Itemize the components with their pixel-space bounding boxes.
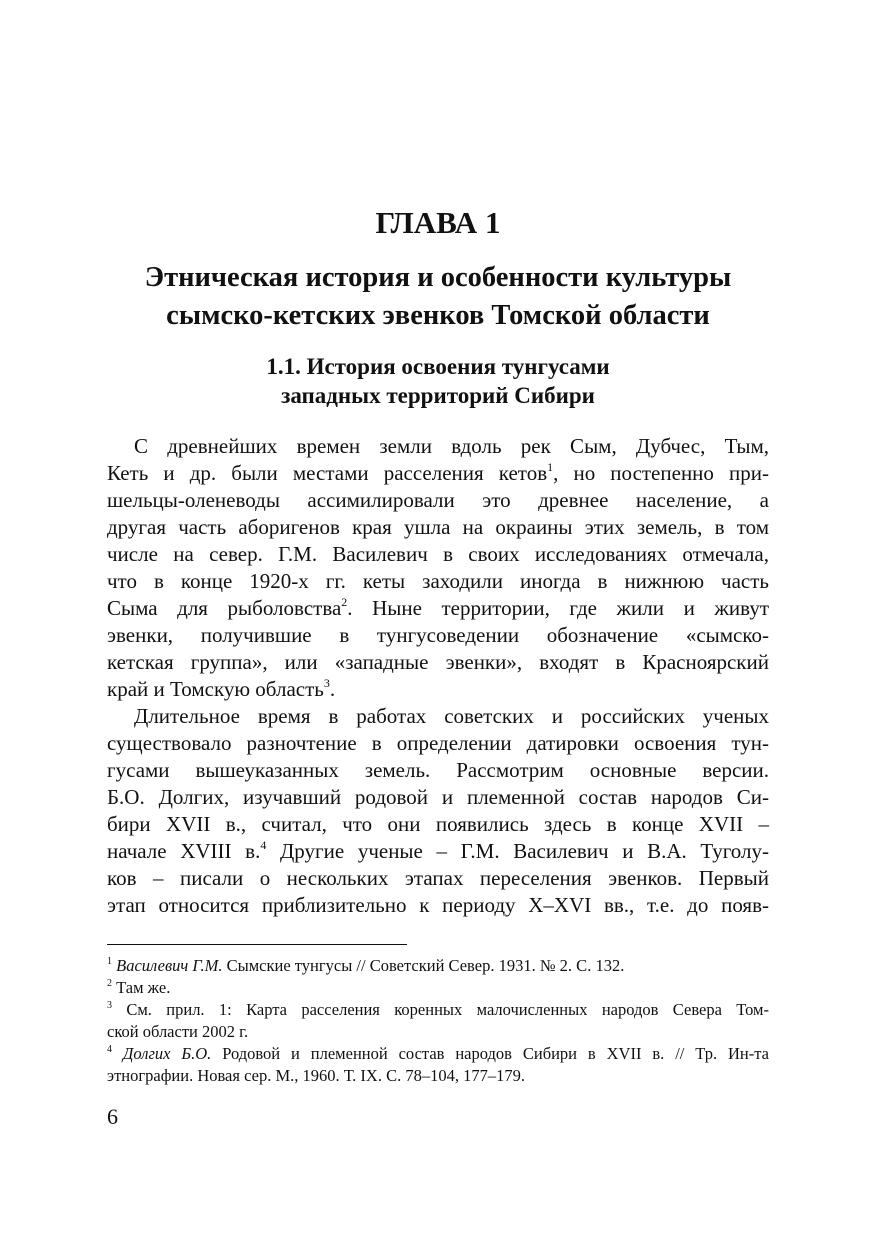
footnote-ref: 3 [323, 676, 330, 690]
text-line: Длительное время в работах советских и российских ученых [134, 704, 769, 728]
footnote-ref: 2 [341, 595, 348, 609]
footnote: $^1$ Василевич Г.М. Сымские тунгусы // Советский Север. 1931. № 2. С. 132. [107, 955, 625, 975]
body-text [107, 433, 769, 919]
text-line: кетская группа», или «западные эвенки», входят в Красноярский [107, 650, 769, 674]
page-number: 6 [107, 1104, 118, 1129]
chapter-title-line: Этническая история и особенности культуры [144, 262, 732, 293]
text-line: шельцы-оленеводы ассимилировали это древнее население, а [107, 488, 769, 512]
text-line: числе на север. Г.М. Василевич в своих исследованиях отмечала, [107, 542, 769, 566]
footnote-ref: 1 [547, 460, 554, 474]
footnote-mark: 3 [107, 999, 112, 1011]
section-heading [60, 352, 816, 410]
chapter-title-line: сымско-кетских эвенков Томской области [166, 300, 710, 331]
footnote: $^2$ Там же. [107, 977, 171, 997]
footnote-mark: 2 [107, 977, 112, 989]
text-line: С древнейших времен земли вдоль рек Сым, Дубчес, Тым, [134, 434, 769, 458]
text-line: бири XVII в., считал, что они появились здесь в конце XVII – [107, 812, 769, 836]
text-line: что в конце 1920-х гг. кеты заходили иногда в нижнюю часть [107, 569, 769, 593]
footnote-continuation: ской области 2002 г. [107, 1022, 249, 1041]
text-line: ков – писали о нескольких этапах переселения эвенков. Первый [107, 866, 769, 890]
footnote-mark: 4 [107, 1043, 112, 1055]
text-line: эвенки, получившие в тунгусоведении обозначение «сымско- [107, 623, 769, 647]
chapter-heading: ГЛАВА 1 [375, 205, 501, 240]
text-line: этап относится приблизительно к периоду X–XVI вв., т.е. до появ- [107, 893, 769, 917]
text-line: край и Томскую область$^3$. [107, 676, 336, 701]
section-heading-line: 1.1. История освоения тунгусами [266, 354, 610, 379]
chapter-title [60, 259, 816, 335]
text-line: другая часть аборигенов края ушла на окраины этих земель, в том [107, 515, 769, 539]
text-line: начале XVIII в.$^4$ Другие ученые – Г.М. Василевич и В.А. Туголу- [107, 838, 769, 863]
footnote-continuation: этнографии. Новая сер. М., 1960. Т. IX. С. 78–104, 177–179. [107, 1066, 525, 1085]
text-line: Сыма для рыболовства$^2$. Ныне территории, где жили и живут [107, 595, 769, 620]
footnote: $^4$ Долгих Б.О. Родовой и племенной состав народов Сибири в XVII в. // Тр. Ин-та [107, 1043, 769, 1063]
footnote-author: Василевич Г.М. [116, 956, 223, 975]
text-line: гусами вышеуказанных земель. Рассмотрим основные версии. [107, 758, 769, 782]
footnote-ref: 4 [260, 838, 267, 852]
footnote-separator [107, 944, 407, 945]
footnote: $^3$ См. прил. 1: Карта расселения коренных малочисленных народов Севера Том- [107, 999, 769, 1019]
footnotes [107, 955, 769, 1087]
text-line: Кеть и др. были местами расселения кетов$^1$, но постепенно при- [107, 460, 769, 485]
footnote-mark: 1 [107, 955, 112, 967]
text-line: Б.О. Долгих, изучавший родовой и племенной состав народов Си- [107, 785, 769, 809]
text-line: существовало разночтение в определении датировки освоения тун- [107, 731, 769, 755]
footnote-author: Долгих Б.О. [122, 1044, 212, 1063]
section-heading-line: западных территорий Сибири [281, 383, 595, 408]
